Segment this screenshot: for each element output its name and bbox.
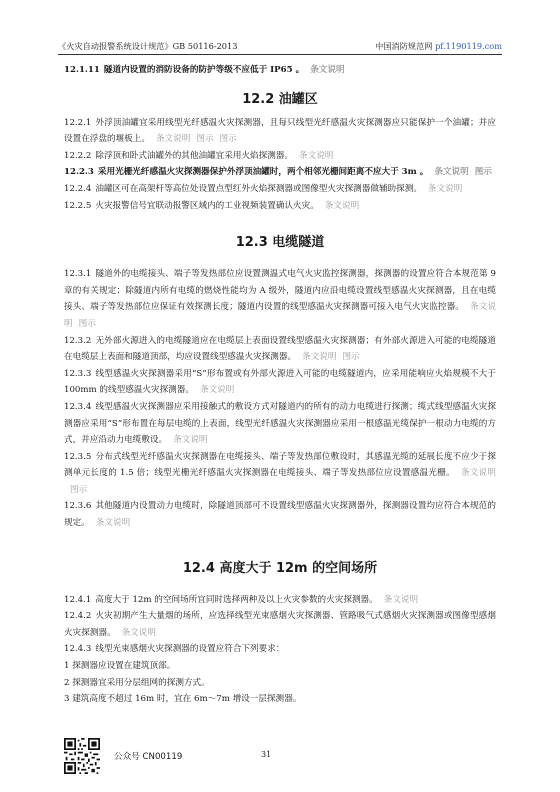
explain-link[interactable]: 条文说明 [383, 594, 419, 605]
explain-link[interactable]: 条文说明 [310, 65, 345, 75]
clause-text: 外浮顶油罐宜采用线型光纤感温火灾探测器，且每只线型光纤感温火灾探测器应只能保护一个油罐；并应设置在浮盘的堰板上。 [64, 117, 496, 145]
clause-text: 隧道内设置的消防设备的防护等级不应低于 IP65 。 [103, 65, 305, 75]
clause-number: 12.4.2 [64, 611, 92, 622]
clause-number: 12.1.11 [64, 65, 100, 75]
explain-link[interactable]: 条文说明 [302, 352, 337, 363]
header-rule [58, 54, 502, 55]
section-title-12-4: 12.4 高度大于 12m 的空间场所 [182, 560, 378, 576]
clause-12-3-1 [64, 266, 496, 332]
clause-text: 除浮顶和卧式油罐外的其他油罐宜采用火焰探测器。 [95, 150, 294, 161]
figure-link[interactable]: 图示 [196, 134, 214, 145]
section-title-12-3: 12.3 电缆隧道 [235, 235, 325, 251]
explain-link[interactable]: 条文说明 [299, 150, 334, 161]
explain-link[interactable]: 条文说明 [173, 435, 208, 446]
explain-link[interactable]: 条文说明 [155, 134, 191, 145]
clause-text: 高度大于 12m 的空间场所宜同时选择两种及以上火灾参数的火灾探测器。 [95, 594, 378, 605]
clause-12-2-4 [64, 181, 496, 198]
explain-link[interactable]: 条文说明 [199, 385, 235, 396]
running-header [58, 40, 502, 54]
clause-number: 12.2.1 [64, 117, 92, 128]
header-site-url[interactable]: pf.1190119.com [435, 41, 502, 51]
list-item: 3 建筑高度不超过 16m 时，宜在 6m～7m 增设一层探测器。 [64, 694, 302, 705]
clause-number: 12.2.3 [64, 167, 94, 178]
figure-link[interactable]: 图示 [342, 352, 360, 363]
clause-text: 分布式线型光纤感温火灾探测器在电缆接头、端子等发热部位敷设时，其感温光缆的延展长度不应少于探测单元长度的 1.5 倍；线型光栅光纤感温火灾探测器在电缆接头、端子等发热部位应设置感温光栅。 [64, 451, 496, 479]
list-item: 2 探测器宜采用分层组网的探测方式。 [64, 677, 210, 688]
explain-link[interactable]: 条文说明 [324, 200, 360, 211]
clause-text: 无外部火源进入的电缆隧道应在电缆层上表面设置线型感温火灾探测器；有外部火源进入可能的电缆隧道在电缆层上表面和隧道顶部，均应设置线型感温火灾探测器。 [64, 335, 496, 363]
clause-12-1-11 [64, 62, 496, 79]
clause-12-3-6 [64, 498, 496, 531]
explain-link[interactable]: 条文说明 [121, 627, 156, 638]
clause-number: 12.3.2 [64, 335, 92, 346]
clause-12-3-5 [64, 449, 496, 499]
clause-12-2-5 [64, 198, 496, 215]
clause-number: 12.2.5 [64, 200, 92, 211]
explain-link[interactable]: 条文说明 [427, 183, 463, 194]
clause-text: 线型感温火灾探测器采用“S”形布置或有外部火源进入可能的电缆隧道内，应采用能响应火焰规模不大于 100mm 的线型感温火灾探测器。 [64, 368, 496, 396]
figure-link[interactable]: 图示 [70, 484, 88, 495]
figure-link[interactable]: 图示 [219, 134, 237, 145]
clause-12-2-3 [64, 164, 496, 181]
clause-text: 线型感温火灾探测器应采用接触式的敷设方式对隧道内的所有的动力电缆进行探测；缆式线型感温火灾探测器应采用“S”形布置在每层电缆的上表面，线型光纤感温火灾探测器应采用一根感温光缆保护一根动力电缆的方式，并应沿动力电缆敷设。 [64, 401, 496, 446]
explain-link[interactable]: 条文说明 [95, 518, 131, 529]
clause-number: 12.2.2 [64, 150, 92, 161]
clause-text: 采用光栅光纤感温火灾探测器保护外浮顶油罐时，两个相邻光栅间距离不应大于 3m 。 [97, 167, 429, 178]
header-title: 《火灾自动报警系统设计规范》GB 50116-2013 [58, 41, 238, 51]
clause-number: 12.4.3 [64, 644, 92, 655]
clause-text: 火灾报警信号宜联动报警区域内的工业视频装置确认火灾。 [95, 200, 319, 211]
clause-12-2-1 [64, 115, 496, 148]
clause-number: 12.3.4 [64, 401, 92, 412]
clause-number: 12.3.5 [64, 451, 92, 462]
clause-number: 12.3.3 [64, 368, 92, 379]
explain-link[interactable]: 条文说明 [434, 167, 469, 178]
list-item: 1 探测器应设置在建筑顶部。 [64, 661, 176, 672]
clause-text: 隧道外的电缆接头、端子等发热部位应设置测温式电气火灾监控探测器，探测器的设置应符合本规范第 9 章的有关规定；除隧道内所有电缆的燃烧性能均为 A 级外，隧道内应沿电缆设置线型感温火灾探测器，且在电缆接头、端子等发热部位应保证有效探测长度；隧道内设置的线型感温火灾探测器可接入电气火灾监控器。 [64, 269, 496, 313]
section-title-12-2: 12.2 油罐区 [242, 91, 318, 107]
clause-12-4-2 [64, 608, 496, 641]
clause-12-3-2 [64, 333, 496, 366]
clause-number: 12.4.1 [64, 594, 92, 605]
explain-link[interactable]: 条文说明 [64, 302, 496, 329]
explain-link[interactable]: 条文说明 [460, 468, 496, 479]
main-content [64, 62, 496, 708]
figure-link[interactable]: 图示 [474, 167, 492, 178]
clause-12-4-3 [64, 641, 496, 658]
clause-text: 火灾初期产生大量烟的场所，应选择线型光束感烟火灾探测器、管路吸气式感烟火灾探测器或图像型感烟火灾探测器。 [64, 611, 496, 638]
clause-number: 12.3.1 [64, 269, 92, 280]
clause-12-3-4 [64, 399, 496, 449]
clause-12-3-3 [64, 366, 496, 399]
header-site-label: 中国消防规范网 [375, 41, 433, 51]
figure-link[interactable]: 图示 [78, 318, 96, 329]
clause-text: 油罐区可在高架杆等高位处设置点型红外火焰探测器或图像型火灾探测器做辅助探测。 [95, 183, 422, 194]
clause-number: 12.3.6 [64, 501, 92, 512]
header-site[interactable] [375, 40, 502, 52]
page-number: 31 [261, 750, 272, 759]
wechat-account: 公众号 CN00119 [114, 752, 183, 762]
page-footer [64, 738, 496, 778]
clause-12-4-1 [64, 592, 496, 609]
clause-text: 线型光束感烟火灾探测器的设置应符合下列要求： [95, 644, 285, 655]
clause-number: 12.2.4 [64, 183, 92, 194]
clause-12-2-2 [64, 148, 496, 165]
clause-text: 其他隧道内设置动力电缆时，除隧道顶部可不设置线型感温火灾探测器外，探测器设置均应符合本规范的规定。 [64, 501, 496, 529]
qr-code-icon [64, 738, 100, 774]
